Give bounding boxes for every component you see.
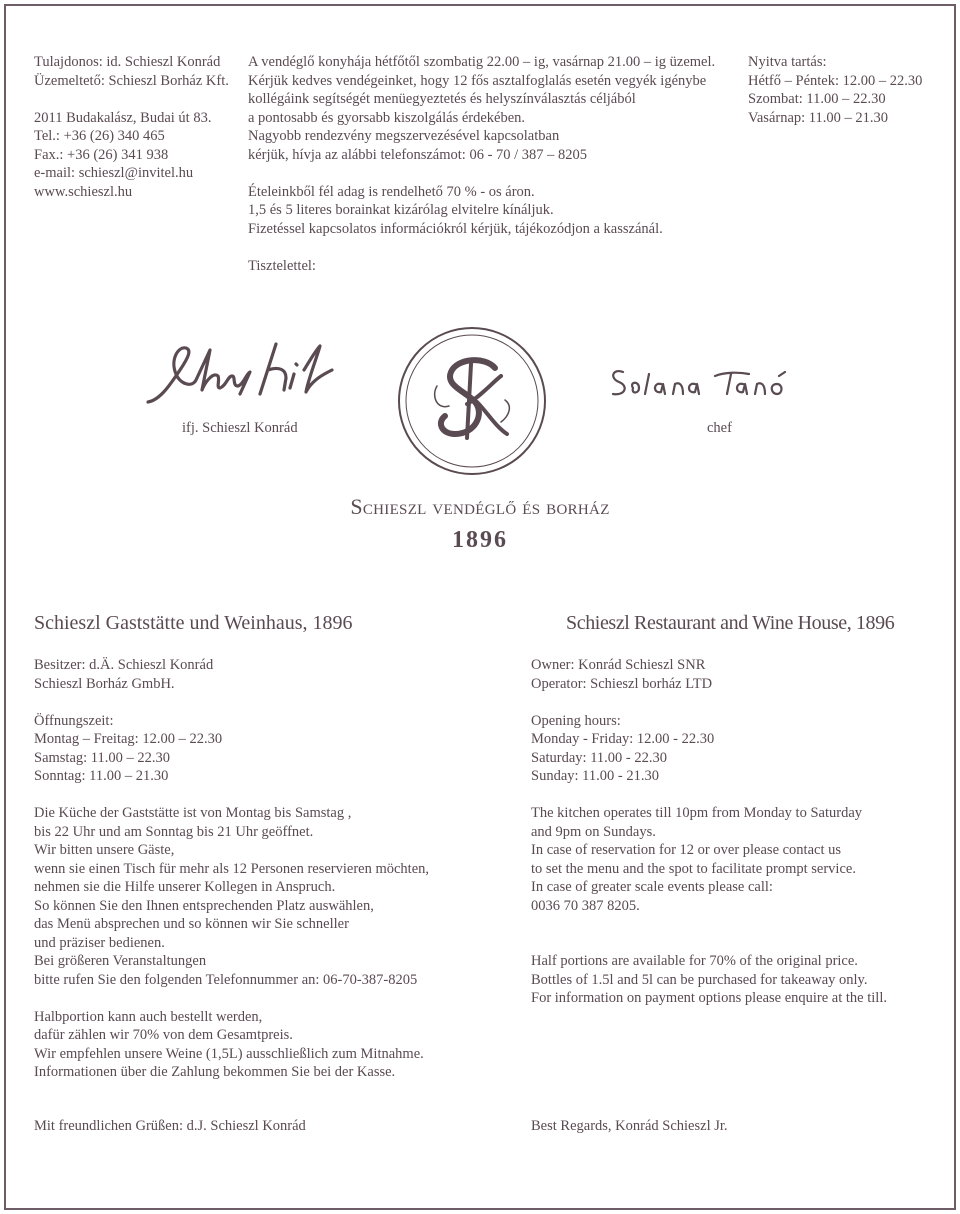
hours-line: Szombat: 11.00 – 22.30 xyxy=(748,91,886,107)
notice-line: 1,5 és 5 literes borainkat kizárólag elvitelre kínáljuk. xyxy=(248,202,554,218)
english-closing: Best Regards, Konrád Schieszl Jr. xyxy=(531,1118,728,1134)
spacer xyxy=(531,934,887,953)
english-line: For information on payment options please enquire at the till. xyxy=(531,990,887,1006)
english-line: The kitchen operates till 10pm from Monday to Saturday xyxy=(531,805,863,821)
spacer xyxy=(531,915,887,934)
spacer xyxy=(531,693,887,712)
english-line: Half portions are available for 70% of the original price. xyxy=(531,953,858,969)
german-line: Wir bitten unsere Gäste, xyxy=(34,842,175,858)
german-line: Halbportion kann auch bestellt werden, xyxy=(34,1008,263,1025)
english-line: to set the menu and the spot to facilitate prompt service. xyxy=(531,860,856,877)
english-line: Owner: Konrád Schieszl SNR xyxy=(531,657,706,673)
hours-line: Nyitva tartás: xyxy=(748,54,827,70)
hours-line: Hétfő – Péntek: 12.00 – 22.30 xyxy=(748,72,923,89)
contact-line: 2011 Budakalász, Budai út 83. xyxy=(34,109,212,126)
english-line: 0036 70 387 8205. xyxy=(531,897,640,914)
german-line: Die Küche der Gaststätte ist von Montag bis Samstag , xyxy=(34,805,352,821)
spacer xyxy=(34,989,429,1008)
notice-line: kérjük, hívja az alábbi telefonszámot: 06 - 70 / 387 – 8205 xyxy=(248,146,588,163)
notice-line: a pontosabb és gyorsabb kiszolgálás érdekében. xyxy=(248,109,526,126)
german-line: das Menü absprechen und so können wir Sie schneller xyxy=(34,916,349,932)
english-line: Sunday: 11.00 - 21.30 xyxy=(531,768,659,784)
owner-signature xyxy=(140,330,340,410)
english-title: Schieszl Restaurant and Wine House, 1896 xyxy=(566,612,895,634)
english-line: Opening hours: xyxy=(531,712,621,729)
german-line: So können Sie den Ihnen entsprechenden Platz auswählen, xyxy=(34,897,374,914)
chef-signature xyxy=(605,362,805,402)
english-line: Operator: Schieszl borház LTD xyxy=(531,675,713,692)
german-line: bitte rufen Sie den folgenden Telefonnummer an: 06-70-387-8205 xyxy=(34,971,418,988)
german-line: Samstag: 11.00 – 22.30 xyxy=(34,749,171,766)
notice-line: Fizetéssel kapcsolatos információkról kérjük, tájékozódjon a kasszánál. xyxy=(248,220,663,237)
owner-signature-name: ifj. Schieszl Konrád xyxy=(182,420,298,436)
chef-signature-name: chef xyxy=(707,420,732,436)
hungarian-notice xyxy=(248,53,715,238)
german-line: nehmen sie die Hilfe unserer Kollegen in Anspruch. xyxy=(34,879,336,895)
spacer xyxy=(248,164,715,183)
opening-hours-hu xyxy=(748,53,922,127)
english-line: and 9pm on Sundays. xyxy=(531,823,656,840)
contact-block xyxy=(34,53,229,201)
notice-line: Kérjük kedves vendégeinket, hogy 12 fős asztalfoglalás esetén vegyék igénybe xyxy=(248,72,707,89)
notice-line: Nagyobb rendezvény megszervezésével kapcsolatban xyxy=(248,128,560,144)
hours-line: Vasárnap: 11.00 – 21.30 xyxy=(748,109,889,126)
german-line: Schieszl Borház GmbH. xyxy=(34,675,175,692)
english-line: Saturday: 11.00 - 22.30 xyxy=(531,749,667,766)
german-body xyxy=(34,656,429,1082)
notice-line: Ételeinkből fél adag is rendelhető 70 % - os áron. xyxy=(248,183,535,200)
restaurant-year: 1896 xyxy=(452,527,508,553)
contact-line: Tulajdonos: id. Schieszl Konrád xyxy=(34,54,221,70)
contact-line: Tel.: +36 (26) 340 465 xyxy=(34,128,165,144)
english-line: Bottles of 1.5l and 5l can be purchased for takeaway only. xyxy=(531,971,868,988)
notice-line: A vendéglő konyhája hétfőtől szombatig 22.00 – ig, vasárnap 21.00 – ig üzemel. xyxy=(248,54,716,70)
german-line: Montag – Freitag: 12.00 – 22.30 xyxy=(34,731,223,747)
german-title: Schieszl Gaststätte und Weinhaus, 1896 xyxy=(34,612,353,634)
english-line: Monday - Friday: 12.00 - 22.30 xyxy=(531,731,715,747)
spacer xyxy=(34,90,229,109)
german-closing: Mit freundlichen Grüßen: d.J. Schieszl Konrád xyxy=(34,1118,306,1134)
restaurant-monogram-logo xyxy=(397,326,547,476)
spacer xyxy=(34,693,429,712)
contact-line: www.schieszl.hu xyxy=(34,183,133,200)
greeting: Tisztelettel: xyxy=(248,258,316,274)
english-line: In case of reservation for 12 or over please contact us xyxy=(531,842,842,858)
contact-line: Fax.: +36 (26) 341 938 xyxy=(34,146,169,163)
restaurant-name-text: Schieszl vendéglő és borház xyxy=(350,494,610,519)
spacer xyxy=(531,786,887,805)
german-line: Sonntag: 11.00 – 21.30 xyxy=(34,768,169,784)
german-line: bis 22 Uhr und am Sonntag bis 21 Uhr geöffnet. xyxy=(34,823,314,840)
german-line: und präziser bedienen. xyxy=(34,934,165,951)
german-line: wenn sie einen Tisch für mehr als 12 Personen reservieren möchten, xyxy=(34,860,430,877)
german-line: Besitzer: d.Ä. Schieszl Konrád xyxy=(34,657,214,673)
german-line: Bei größeren Veranstaltungen xyxy=(34,953,207,969)
spacer xyxy=(34,786,429,805)
contact-line: e-mail: schieszl@invitel.hu xyxy=(34,165,194,181)
english-body xyxy=(531,656,887,1008)
contact-line: Üzemeltető: Schieszl Borház Kft. xyxy=(34,72,229,89)
notice-line: kollégáink segítségét menüegyeztetés és helyszínválasztás céljából xyxy=(248,91,636,107)
german-line: Wir empfehlen unsere Weine (1,5L) ausschließlich zum Mitnahme. xyxy=(34,1045,424,1062)
german-line: Öffnungszeit: xyxy=(34,712,114,729)
german-line: dafür zählen wir 70% von dem Gesamtpreis. xyxy=(34,1027,293,1043)
english-line: In case of greater scale events please call: xyxy=(531,879,773,895)
restaurant-name xyxy=(0,494,960,520)
german-line: Informationen über die Zahlung bekommen Sie bei der Kasse. xyxy=(34,1064,396,1080)
